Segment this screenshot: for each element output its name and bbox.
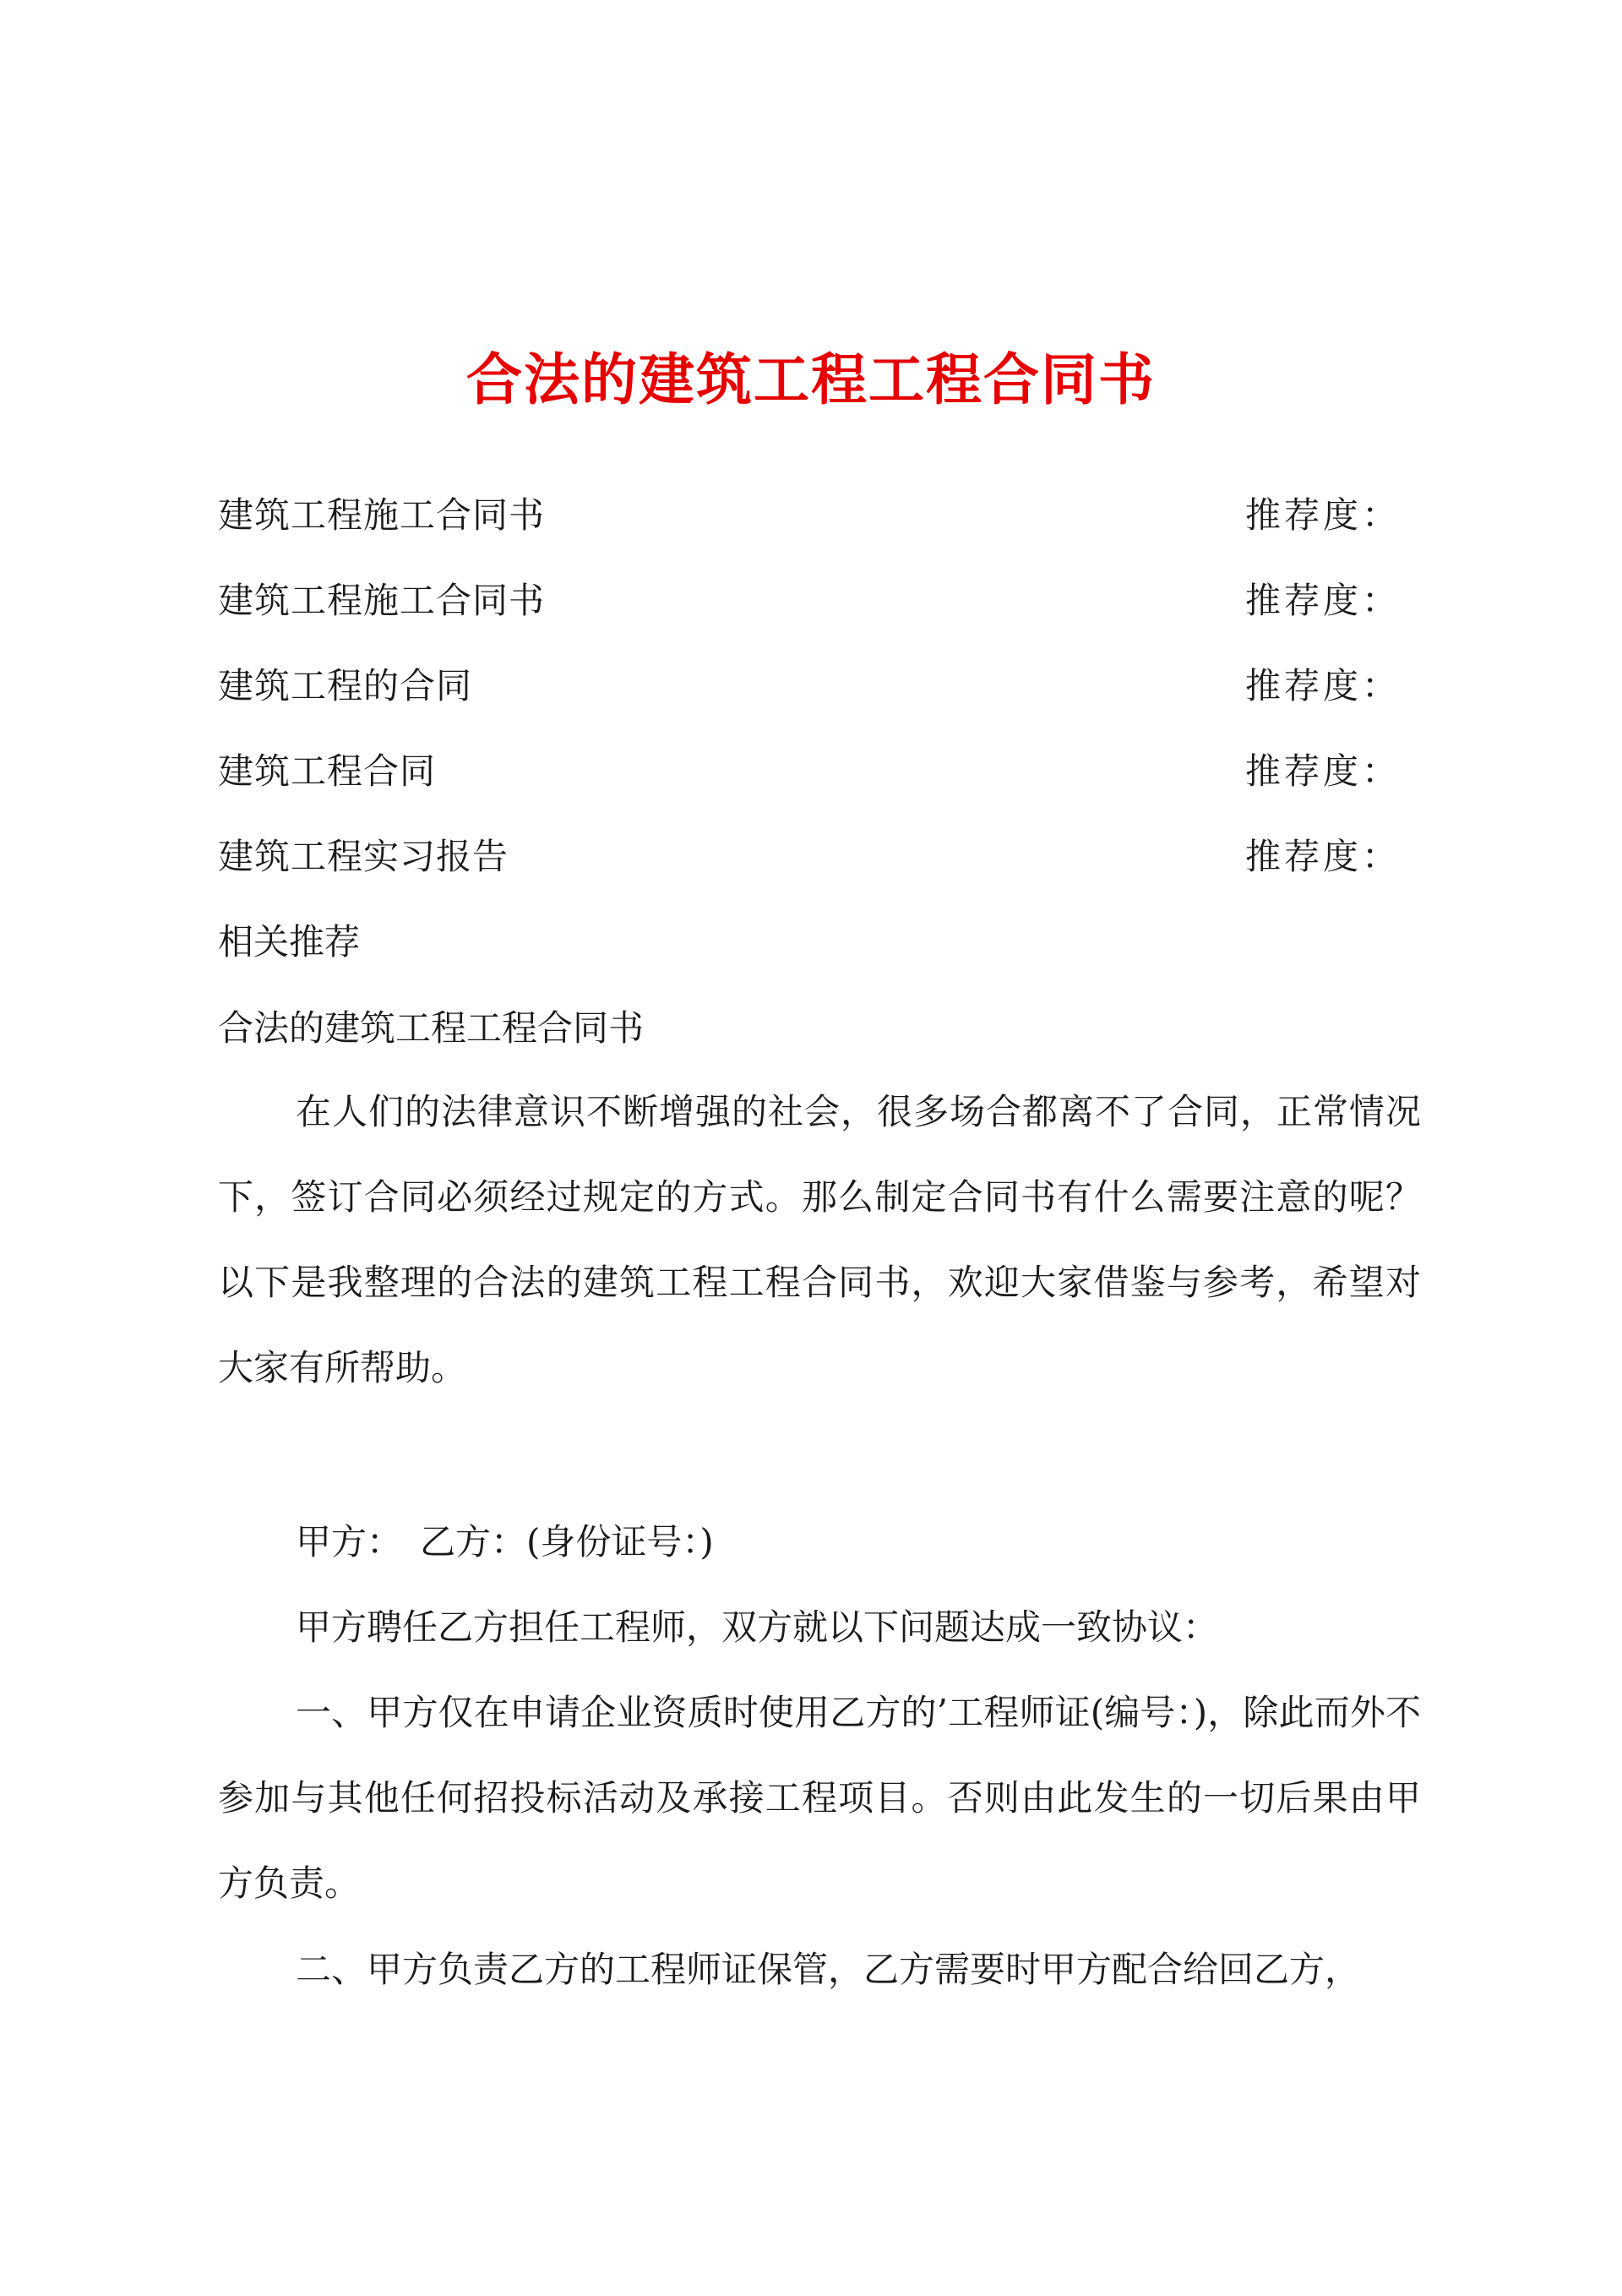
recommend-rating-label: 推荐度： <box>1244 580 1401 621</box>
recommend-item-title[interactable]: 建筑工程的合同 <box>218 665 473 706</box>
recommend-item-title[interactable]: 建筑工程施工合同书 <box>218 580 546 621</box>
intro-paragraph: 在人们的法律意识不断增强的社会，很多场合都离不了合同，正常情况下，签订合同必须经过规定的方式。那么制定合同书有什么需要注意的呢？以下是我整理的合法的建筑工程工程合同书，欢迎大家借鉴与参考，希望对大家有所帮助。 <box>218 1091 1421 1388</box>
recommend-item-title[interactable]: 建筑工程实习报告 <box>218 836 509 877</box>
recommend-item[interactable] <box>218 661 1401 746</box>
recommend-rating-label: 推荐度： <box>1244 494 1401 536</box>
recommend-rating-label: 推荐度： <box>1244 665 1401 706</box>
document-title: 合法的建筑工程工程合同书 <box>466 346 1156 412</box>
related-heading: 相关推荐 <box>218 921 361 963</box>
recommend-rating-label: 推荐度： <box>1244 836 1401 877</box>
recommend-item[interactable] <box>218 575 1401 661</box>
agreement-intro-paragraph: 甲方聘任乙方担任工程师，双方就以下问题达成一致协议： <box>296 1606 1219 1648</box>
recommend-rating-label: 推荐度： <box>1244 750 1401 792</box>
recommend-item[interactable] <box>218 490 1401 575</box>
recommend-item-title[interactable]: 建筑工程施工合同书 <box>218 494 546 536</box>
recommend-list <box>218 490 1401 917</box>
clause-2-paragraph: 二、甲方负责乙方的工程师证保管，乙方需要时甲方配合给回乙方， <box>296 1949 1361 1990</box>
recommend-item-title[interactable]: 建筑工程合同 <box>218 750 437 792</box>
recommend-item[interactable] <box>218 832 1401 917</box>
document-subtitle: 合法的建筑工程工程合同书 <box>218 1007 645 1049</box>
recommend-item[interactable] <box>218 746 1401 832</box>
clause-1-paragraph: 一、甲方仅在申请企业资质时使用乙方的’工程师证(编号：)，除此而外不参加与其他任何招投标活动及承接工程项目。否则由此发生的一切后果由甲方负责。 <box>218 1692 1421 1904</box>
parties-line: 甲方： 乙方：(身份证号：) <box>296 1521 714 1562</box>
